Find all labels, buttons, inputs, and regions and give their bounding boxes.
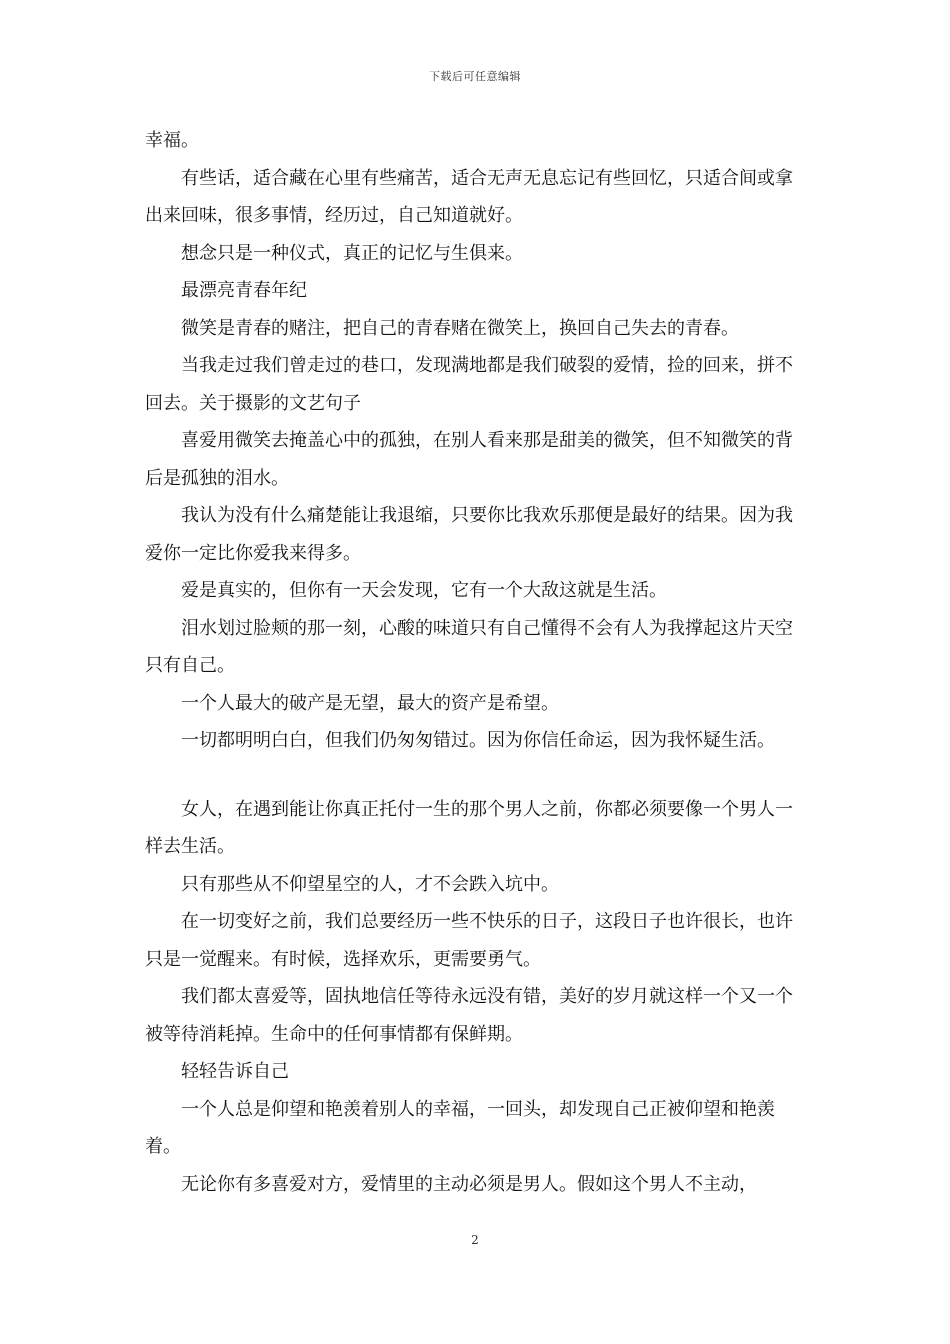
page-header: 下载后可任意编辑 bbox=[429, 70, 521, 83]
paragraph: 爱是真实的，但你有一天会发现，它有一个大敌这就是生活。 bbox=[181, 580, 667, 601]
paragraph: 当我走过我们曾走过的巷口，发现满地都是我们破裂的爱情，捡的回来，拼不回去。关于摄影的文艺句子 bbox=[145, 355, 793, 414]
paragraph: 想念只是一种仪式，真正的记忆与生俱来。 bbox=[181, 242, 523, 264]
page-number: 2 bbox=[471, 1233, 479, 1247]
paragraph: 有些话，适合藏在心里有些痛苦，适合无声无息忘记有些回忆，只适合间或拿出来回味，很多事情，经历过，自己知道就好。 bbox=[145, 167, 793, 226]
paragraph: 只有那些从不仰望星空的人，才不会跌入坑中。 bbox=[181, 873, 559, 895]
paragraph-spacer bbox=[145, 760, 810, 791]
paragraph: 女人，在遇到能让你真正托付一生的那个男人之前，你都必须要像一个男人一样去生活。 bbox=[145, 798, 793, 857]
paragraph: 一个人最大的破产是无望，最大的资产是希望。 bbox=[181, 692, 559, 714]
paragraph: 我们都太喜爱等，固执地信任等待永远没有错，美好的岁月就这样一个又一个被等待消耗掉。生命中的任何事情都有保鲜期。 bbox=[145, 986, 793, 1045]
paragraph: 在一切变好之前，我们总要经历一些不快乐的日子，这段日子也许很长，也许只是一觉醒来。有时候，选择欢乐，更需要勇气。 bbox=[145, 911, 793, 970]
paragraph: 最漂亮青春年纪 bbox=[181, 280, 307, 301]
paragraph: 一个人总是仰望和艳羡着别人的幸福，一回头，却发现自己正被仰望和艳羡着。 bbox=[145, 1098, 775, 1157]
paragraph: 泪水划过脸颊的那一刻，心酸的味道只有自己懂得不会有人为我撑起这片天空只有自己。 bbox=[145, 617, 793, 676]
document-body bbox=[145, 122, 810, 1203]
paragraph: 无论你有多喜爱对方，爱情里的主动必须是男人。假如这个男人不主动， bbox=[181, 1173, 757, 1195]
paragraph: 轻轻告诉自己 bbox=[181, 1061, 289, 1082]
paragraph: 幸福。 bbox=[145, 130, 199, 151]
paragraph: 喜爱用微笑去掩盖心中的孤独，在别人看来那是甜美的微笑，但不知微笑的背后是孤独的泪水。 bbox=[145, 430, 793, 489]
paragraph: 我认为没有什么痛楚能让我退缩，只要你比我欢乐那便是最好的结果。因为我爱你一定比你爱我来得多。 bbox=[145, 505, 793, 564]
paragraph: 微笑是青春的赌注，把自己的青春赌在微笑上，换回自己失去的青春。 bbox=[181, 317, 739, 339]
paragraph: 一切都明明白白，但我们仍匆匆错过。因为你信任命运，因为我怀疑生活。 bbox=[181, 730, 775, 751]
